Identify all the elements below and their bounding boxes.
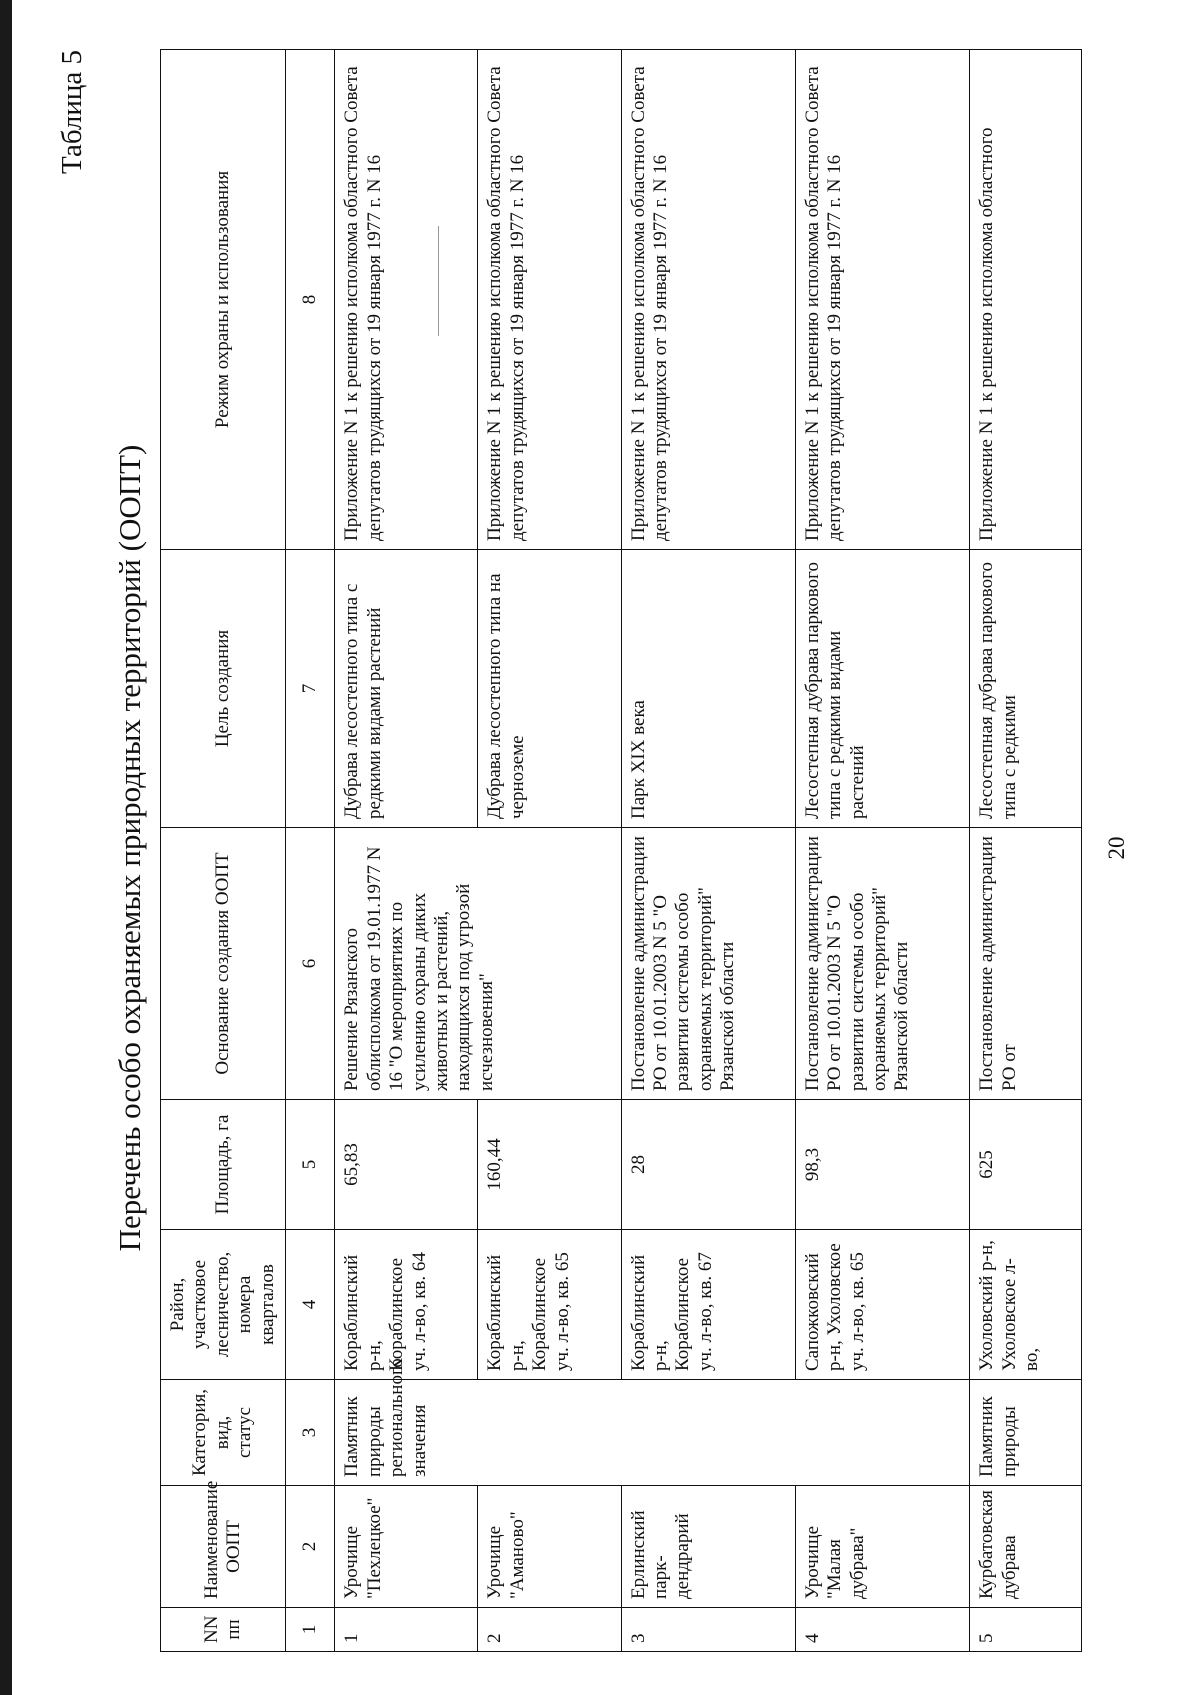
ootp-name: Курбатовская дубрава [970, 1485, 1082, 1607]
table-label: Таблица 5 [56, 49, 88, 174]
column-number: 7 [286, 549, 335, 827]
column-number: 6 [286, 827, 335, 1099]
ootp-name: Урочище "Аманово" [478, 1485, 621, 1607]
column-number-row [286, 49, 335, 1651]
column-number: 2 [286, 1485, 335, 1607]
row-number: 1 [335, 1607, 478, 1651]
column-number: 8 [286, 49, 335, 549]
ootp-area: 98,3 [795, 1099, 969, 1229]
rotated-page [50, 28, 1150, 1668]
row-number: 5 [970, 1607, 1082, 1651]
ootp-purpose: Лесостепная дубрава паркового типа с редкими [970, 549, 1082, 827]
ootp-basis: Решение Рязанского облисполкома от 19.01.1977 N 16 "О мероприятиях по усилению охраны диких животных и растений, находящихся под угрозой исчезновения" [335, 827, 621, 1099]
ootp-district: Кораблинский р-н, Кораблинское уч. л-во, кв. 65 [478, 1229, 621, 1379]
column-number: 3 [286, 1379, 335, 1485]
table-row [970, 49, 1082, 1651]
page-number: 20 [1104, 836, 1129, 859]
column-number: 5 [286, 1099, 335, 1229]
header-row [161, 49, 286, 1651]
ootp-regime: Приложение N 1 к решению исполкома областного [970, 49, 1082, 549]
ootp-regime: Приложение N 1 к решению исполкома областного Совета депутатов трудящихся от 19 января 1977 г. N 16 [621, 49, 795, 549]
ootp-district: Кораблинский р-н, Кораблинское уч. л-во, кв. 67 [621, 1229, 795, 1379]
binding-edge [0, 0, 12, 1695]
header-category: Категория, вид, статус [161, 1379, 286, 1485]
header-district: Район, участковое лесничество, номера кварталов [161, 1229, 286, 1379]
ootp-area: 625 [970, 1099, 1082, 1229]
ootp-district: Ухоловский р-н, Ухоловское л-во, [970, 1229, 1082, 1379]
row-number: 2 [478, 1607, 621, 1651]
ootp-district: Сапожковский р-н, Ухоловское уч. л-во, кв. 65 [795, 1229, 969, 1379]
header-name: Наименование ООПТ [161, 1485, 286, 1607]
ootp-purpose: Дубрава лесостепного типа с редкими видами растений [335, 549, 478, 827]
ootp-basis: Постановление администрации РО от 10.01.2003 N 5 "О развитии системы особо охраняемых территорий" Рязанской области [795, 827, 969, 1099]
ootp-regime: Приложение N 1 к решению исполкома областного Совета депутатов трудящихся от 19 января 1977 г. N 16 [478, 49, 621, 549]
table-row [335, 49, 478, 1651]
header-nn: NN пп [161, 1607, 286, 1651]
ootp-district: Кораблинский р-н, Кораблинское уч. л-во, кв. 64 [335, 1229, 478, 1379]
ootp-regime: Приложение N 1 к решению исполкома областного Совета депутатов трудящихся от 19 января 1977 г. N 16 [795, 49, 969, 549]
ootp-table [160, 49, 1082, 1652]
row-number: 3 [621, 1607, 795, 1651]
ootp-basis: Постановление администрации РО от [970, 827, 1082, 1099]
ootp-area: 28 [621, 1099, 795, 1229]
ootp-name: Урочище "Малая дубрава" [795, 1485, 969, 1607]
ootp-category: Памятник природы регионального значения [335, 1379, 970, 1485]
header-regime: Режим охраны и использования [161, 49, 286, 549]
ootp-basis: Постановление администрации РО от 10.01.2003 N 5 "О развитии системы особо охраняемых территорий" Рязанской области [621, 827, 795, 1099]
header-basis: Основание создания ООПТ [161, 827, 286, 1099]
column-number: 1 [286, 1607, 335, 1651]
ootp-name: Урочище "Пехлецкое" [335, 1485, 478, 1607]
ootp-area: 160,44 [478, 1099, 621, 1229]
ootp-purpose: Дубрава лесостепного типа на черноземе [478, 549, 621, 827]
header-purpose: Цель создания [161, 549, 286, 827]
column-number: 4 [286, 1229, 335, 1379]
page-title: Перечень особо охраняемых природных территорий (ООПТ) [112, 444, 147, 1251]
ootp-purpose: Парк XIX века [621, 549, 795, 827]
ootp-area: 65,83 [335, 1099, 478, 1229]
ootp-regime: Приложение N 1 к решению исполкома областного Совета депутатов трудящихся от 19 января 1977 г. N 16 [335, 49, 478, 549]
header-area: Площадь, га [161, 1099, 286, 1229]
ootp-name: Ерлинский парк-дендрарий [621, 1485, 795, 1607]
ootp-purpose: Лесостепная дубрава паркового типа с редкими видами растений [795, 549, 969, 827]
row-number: 4 [795, 1607, 969, 1651]
ootp-category: Памятник природы [970, 1379, 1082, 1485]
